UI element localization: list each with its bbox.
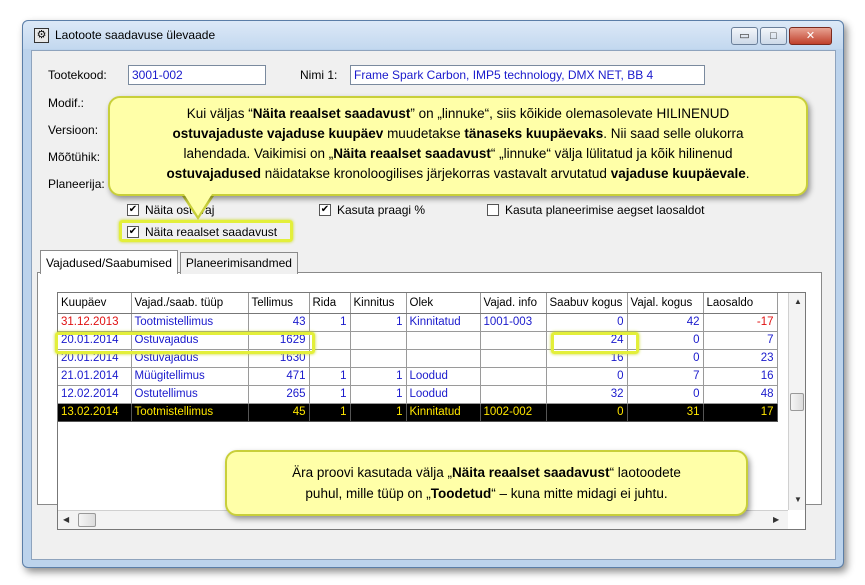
cell: 0 (546, 313, 627, 331)
cell (480, 385, 546, 403)
cell: 20.01.2014 (58, 349, 131, 367)
cell: 0 (546, 367, 627, 385)
cell: 16 (703, 367, 777, 385)
window-title: Laotoote saadavuse ülevaade (55, 28, 216, 42)
cell: 32 (546, 385, 627, 403)
cell: 48 (703, 385, 777, 403)
cell: 21.01.2014 (58, 367, 131, 385)
text: lahendada. Vaikimisi on „ (183, 146, 334, 161)
cell (480, 367, 546, 385)
data-table (58, 293, 778, 422)
cell: 42 (627, 313, 703, 331)
cell: 1 (309, 403, 350, 421)
text: . (745, 166, 750, 181)
scroll-down-icon[interactable]: ▼ (794, 495, 802, 504)
naita-reaalset-checkbox[interactable] (127, 225, 277, 239)
text: muudetakse (383, 126, 465, 141)
cell (480, 331, 546, 349)
col-kuupaev[interactable]: Kuupäev (58, 293, 131, 313)
scroll-up-icon[interactable]: ▲ (794, 297, 802, 306)
scroll-thumb[interactable] (790, 393, 804, 411)
cell (480, 349, 546, 367)
cell: 0 (627, 385, 703, 403)
col-vajal-kogus[interactable]: Vajal. kogus (627, 293, 703, 313)
modif-label: Modif.: (48, 96, 85, 110)
table-row[interactable] (58, 385, 777, 403)
text: ” on „linnuke“, siis kõikide olemasolevate HILINENUD (410, 106, 730, 121)
checkbox-label: Kasuta planeerimise aegset laosaldot (505, 203, 705, 217)
vertical-scrollbar[interactable] (788, 293, 805, 510)
text: Näita reaalset saadavust (451, 465, 610, 480)
text: “ – kuna mitte midagi ei juhtu. (491, 486, 668, 501)
tab-strip (40, 252, 300, 274)
cell: 1 (350, 403, 406, 421)
text: puhul, mille tüüp on „ (305, 486, 431, 501)
cell: 16 (546, 349, 627, 367)
checkbox-label: Näita reaalset saadavust (145, 225, 278, 239)
cell: 1001-003 (480, 313, 546, 331)
cell (309, 349, 350, 367)
scroll-right-icon[interactable]: ▶ (773, 515, 780, 524)
text: “ laotoodete (609, 465, 681, 480)
tab-vajadused[interactable]: Vajadused/Saabumised (40, 250, 178, 274)
text: Ära proovi kasutada välja „ (292, 465, 452, 480)
tootekood-label: Tootekood: (48, 68, 107, 82)
cell: 43 (248, 313, 309, 331)
table-row-selected[interactable] (58, 403, 777, 421)
minimize-button[interactable]: ▭ (731, 27, 758, 45)
app-icon: ⚙ (34, 28, 49, 43)
cell: 1 (350, 313, 406, 331)
tootekood-field[interactable]: 3001-002 (128, 65, 266, 85)
cell: Tootmistellimus (131, 313, 248, 331)
title-bar[interactable] (23, 21, 843, 49)
col-laosaldo[interactable]: Laosaldo (703, 293, 777, 313)
cell: Kinnitatud (406, 313, 480, 331)
checkbox-box[interactable]: ✔ (128, 204, 138, 215)
col-vajad-info[interactable]: Vajad. info (480, 293, 546, 313)
cell (309, 331, 350, 349)
cell: 1 (350, 367, 406, 385)
cell: Müügitellimus (131, 367, 248, 385)
col-kinnitus[interactable]: Kinnitus (350, 293, 406, 313)
cell: 1 (309, 385, 350, 403)
cell (350, 331, 406, 349)
col-tuup[interactable]: Vajad./saab. tüüp (131, 293, 248, 313)
table-header (58, 293, 777, 313)
cell: 7 (703, 331, 777, 349)
tab-planeerimisandmed[interactable]: Planeerimisandmed (180, 252, 298, 274)
col-rida[interactable]: Rida (309, 293, 350, 313)
versioon-label: Versioon: (48, 123, 99, 137)
cell: 20.01.2014 (58, 331, 131, 349)
cell: 1 (350, 385, 406, 403)
maximize-button[interactable]: □ (760, 27, 787, 45)
cell: 1 (309, 313, 350, 331)
text: . Nii saad selle olukorra (603, 126, 744, 141)
cell: Ostutellimus (131, 385, 248, 403)
cell: 1629 (248, 331, 309, 349)
checkbox-label: Näita ostuvaj (145, 203, 215, 217)
cell: Tootmistellimus (131, 403, 248, 421)
col-saabuv-kogus[interactable]: Saabuv kogus (546, 293, 627, 313)
cell: 0 (627, 349, 703, 367)
cell: Loodud (406, 385, 480, 403)
text: vajaduse kuupäevale (610, 166, 746, 181)
table-row[interactable] (58, 367, 777, 385)
text: ostuvajaduste vajaduse kuupäev (172, 126, 384, 141)
cell: 31 (627, 403, 703, 421)
cell: 0 (546, 403, 627, 421)
text: “ „linnuke“ välja lülitatud ja kõik hilinenud (490, 146, 733, 161)
cell: Ostuvajadus (131, 349, 248, 367)
callout-tail (184, 194, 212, 216)
text: näidatakse kronoloogilises järjekorras vastavalt arvutatud (261, 166, 611, 181)
cell: -17 (703, 313, 777, 331)
checkbox-box[interactable]: ✔ (320, 204, 330, 215)
planeerija-label: Planeerija: (48, 177, 105, 191)
text: Toodetud (430, 486, 492, 501)
table-row[interactable] (58, 313, 777, 331)
callout-warning (225, 450, 748, 516)
col-olek[interactable]: Olek (406, 293, 480, 313)
callout-info (108, 96, 808, 196)
kasuta-praagi-checkbox[interactable] (319, 203, 425, 217)
text: Kui väljas “ (186, 106, 253, 121)
cell: 471 (248, 367, 309, 385)
checkbox-label: Kasuta praagi % (337, 203, 426, 217)
cell: 0 (627, 331, 703, 349)
checkbox-box[interactable] (487, 204, 499, 216)
nimi-label: Nimi 1: (300, 68, 338, 82)
cell: 1 (309, 367, 350, 385)
cell: 24 (546, 331, 627, 349)
cell (406, 331, 480, 349)
cell: 7 (627, 367, 703, 385)
text: Näita reaalset saadavust (333, 146, 491, 161)
cell: 1630 (248, 349, 309, 367)
kasuta-planeerimise-checkbox[interactable] (487, 203, 704, 217)
nimi-field[interactable]: Frame Spark Carbon, IMP5 technology, DMX NET, BB 4 (350, 65, 705, 85)
cell: 31.12.2013 (58, 313, 131, 331)
text: Näita reaalset saadavust (252, 106, 411, 121)
cell-highlight (551, 332, 639, 354)
cell (350, 349, 406, 367)
cell: Loodud (406, 367, 480, 385)
text: ostuvajadused (166, 166, 261, 181)
cell: 23 (703, 349, 777, 367)
text: tänaseks kuupäevaks (464, 126, 604, 141)
cell: 1002-002 (480, 403, 546, 421)
scroll-thumb-h[interactable] (78, 513, 96, 527)
cell: 17 (703, 403, 777, 421)
close-button[interactable]: ✕ (789, 27, 832, 45)
cell: 13.02.2014 (58, 403, 131, 421)
row-highlight (55, 332, 315, 354)
cell (406, 349, 480, 367)
cell: 12.02.2014 (58, 385, 131, 403)
cell: Kinnitatud (406, 403, 480, 421)
mootuhik-label: Mõõtühik: (48, 150, 101, 164)
checkbox-box[interactable]: ✔ (128, 226, 138, 237)
cell: 265 (248, 385, 309, 403)
cell: Ostuvajadus (131, 331, 248, 349)
col-tellimus[interactable]: Tellimus (248, 293, 309, 313)
cell: 45 (248, 403, 309, 421)
scroll-left-icon[interactable]: ◀ (63, 515, 70, 524)
